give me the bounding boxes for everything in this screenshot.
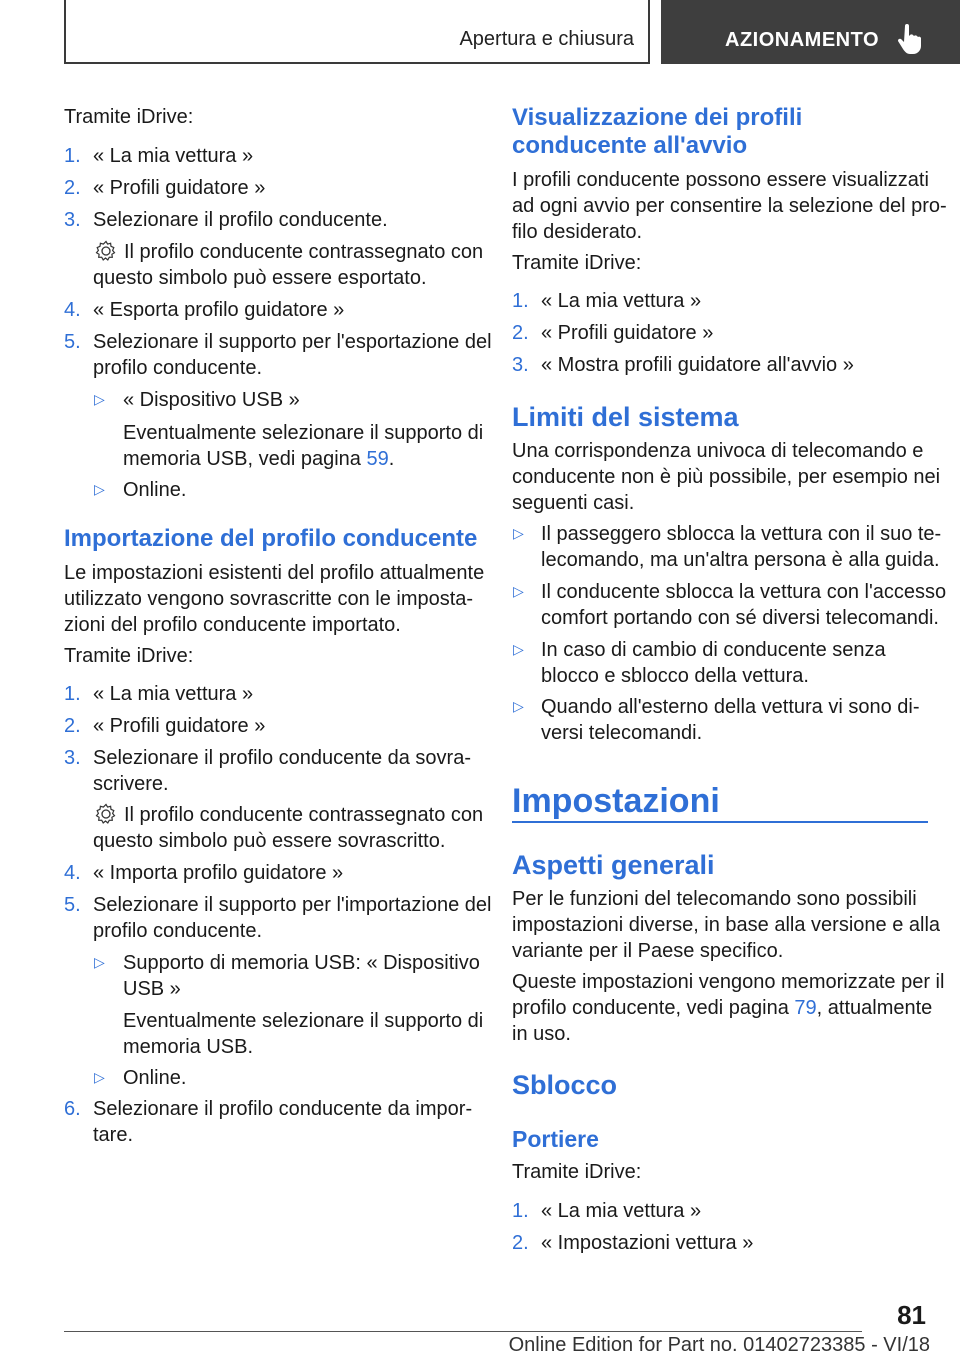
footer-divider [64, 1331, 862, 1332]
body-text: conducente non è più possibile, per esempio nei [512, 466, 941, 488]
bullet-note: Eventualmente selezionare il supporto di [123, 422, 484, 444]
step-text: « Mostra profili guidatore all'avvio » [541, 354, 854, 376]
step-text: Selezionare il profilo conducente da impor- [93, 1098, 473, 1120]
header-section-title: Apertura e chiusura [459, 28, 634, 50]
step-text: tare. [93, 1124, 134, 1146]
page-link[interactable]: 59 [366, 448, 389, 470]
triangle-bullet-icon: ▷ [513, 698, 524, 714]
step-number: 1. [64, 683, 81, 705]
subsection-heading: Portiere [512, 1126, 599, 1152]
step-number: 3. [64, 209, 81, 231]
step-text: profilo conducente. [93, 920, 263, 942]
triangle-bullet-icon: ▷ [513, 525, 524, 541]
bullet-text: lecomando, ma un'altra persona è alla guida. [541, 549, 940, 571]
body-text: Una corrispondenza univoca di telecomando e [512, 440, 924, 462]
step-text: scrivere. [93, 773, 169, 795]
step-number: 3. [512, 354, 529, 376]
footer-edition: Online Edition for Part no. 01402723385 - VI/18 [508, 1334, 930, 1356]
bullet-text: USB » [123, 978, 181, 1000]
step-text: profilo conducente. [93, 357, 263, 379]
step-number: 2. [64, 715, 81, 737]
triangle-bullet-icon: ▷ [94, 954, 105, 970]
triangle-bullet-icon: ▷ [94, 391, 105, 407]
body-text: profilo conducente, vedi pagina 79, attualmente [512, 997, 933, 1019]
intro-text: Tramite iDrive: [64, 106, 194, 128]
step-number: 4. [64, 299, 81, 321]
body-text: seguenti casi. [512, 492, 635, 514]
header-chapter-box [661, 0, 960, 64]
bullet-text: In caso di cambio di conducente senza [541, 639, 886, 661]
section-heading: Sblocco [512, 1070, 618, 1100]
step-text: « Profili guidatore » [541, 322, 714, 344]
step-text: « La mia vettura » [93, 683, 254, 705]
bullet-text: blocco e sblocco della vettura. [541, 665, 809, 687]
note-text: Il profilo conducente contrassegnato con [124, 241, 484, 263]
step-text: « La mia vettura » [541, 1200, 702, 1222]
body-text: zioni del profilo conducente importato. [64, 614, 401, 636]
intro-text: Tramite iDrive: [512, 1161, 642, 1183]
step-text: « Impostazioni vettura » [541, 1232, 754, 1254]
bullet-text: Supporto di memoria USB: « Dispositivo [123, 952, 480, 974]
step-text: « La mia vettura » [541, 290, 702, 312]
body-text: Per le funzioni del telecomando sono possibili [512, 888, 917, 910]
hand-pointer-icon [897, 24, 921, 54]
section-heading: Aspetti generali [512, 850, 715, 880]
triangle-bullet-icon: ▷ [94, 481, 105, 497]
body-text: I profili conducente possono essere visualizzati [512, 169, 929, 191]
bullet-text: comfort portando con sé diversi telecomandi. [541, 607, 939, 629]
step-text: Selezionare il supporto per l'esportazione del [93, 331, 492, 353]
chapter-heading: Impostazioni [512, 782, 720, 820]
step-text: « Profili guidatore » [93, 177, 266, 199]
step-text: « Profili guidatore » [93, 715, 266, 737]
body-text: utilizzato vengono sovrascritte con le imposta- [64, 588, 474, 610]
gear-icon [95, 803, 117, 825]
step-text: Selezionare il profilo conducente. [93, 209, 388, 231]
step-number: 2. [512, 322, 529, 344]
step-number: 5. [64, 894, 81, 916]
body-text: variante per il Paese specifico. [512, 940, 784, 962]
page-link[interactable]: 79 [794, 997, 817, 1019]
body-text: Le impostazioni esistenti del profilo attualmente [64, 562, 485, 584]
bullet-text: Il conducente sblocca la vettura con l'accesso [541, 581, 947, 603]
step-text: Selezionare il profilo conducente da sovra- [93, 747, 471, 769]
step-number: 1. [512, 1200, 529, 1222]
step-number: 6. [64, 1098, 81, 1120]
bullet-text: Quando all'esterno della vettura vi sono di- [541, 696, 920, 718]
header-chapter-title: AZIONAMENTO [725, 29, 880, 51]
intro-text: Tramite iDrive: [512, 252, 642, 274]
intro-text: Tramite iDrive: [64, 645, 194, 667]
step-number: 3. [64, 747, 81, 769]
step-text: Selezionare il supporto per l'importazione del [93, 894, 492, 916]
step-number: 4. [64, 862, 81, 884]
header-section-box [64, 0, 650, 64]
note-text: questo simbolo può essere sovrascritto. [93, 830, 446, 852]
step-number: 5. [64, 331, 81, 353]
triangle-bullet-icon: ▷ [513, 641, 524, 657]
body-text: Queste impostazioni vengono memorizzate per il [512, 971, 945, 993]
gear-icon [95, 240, 117, 262]
bullet-text: Il passeggero sblocca la vettura con il suo te- [541, 523, 942, 545]
section-heading: Importazione del profilo conducente [64, 525, 478, 552]
note-text: questo simbolo può essere esportato. [93, 267, 427, 289]
step-text: « La mia vettura » [93, 145, 254, 167]
step-number: 1. [512, 290, 529, 312]
bullet-note: Eventualmente selezionare il supporto di [123, 1010, 484, 1032]
heading-divider [512, 821, 928, 823]
step-number: 2. [512, 1232, 529, 1254]
bullet-text: Online. [123, 479, 187, 501]
triangle-bullet-icon: ▷ [94, 1069, 105, 1085]
body-text: impostazioni diverse, in base alla versione e alla [512, 914, 941, 936]
bullet-note: memoria USB, vedi pagina 59. [123, 448, 395, 470]
body-text: filo desiderato. [512, 221, 643, 243]
note-text: Il profilo conducente contrassegnato con [124, 804, 484, 826]
section-heading: Limiti del sistema [512, 402, 739, 432]
section-heading: conducente all'avvio [512, 132, 748, 159]
body-text: in uso. [512, 1023, 571, 1045]
bullet-text: « Dispositivo USB » [123, 389, 300, 411]
section-heading: Visualizzazione dei profili [512, 104, 803, 131]
page-number: 81 [897, 1300, 926, 1330]
triangle-bullet-icon: ▷ [513, 583, 524, 599]
step-text: « Importa profilo guidatore » [93, 862, 344, 884]
bullet-text: versi telecomandi. [541, 722, 703, 744]
step-number: 2. [64, 177, 81, 199]
bullet-note: memoria USB. [123, 1036, 254, 1058]
step-text: « Esporta profilo guidatore » [93, 299, 345, 321]
step-number: 1. [64, 145, 81, 167]
bullet-text: Online. [123, 1067, 187, 1089]
body-text: ad ogni avvio per consentire la selezione del pro- [512, 195, 947, 217]
